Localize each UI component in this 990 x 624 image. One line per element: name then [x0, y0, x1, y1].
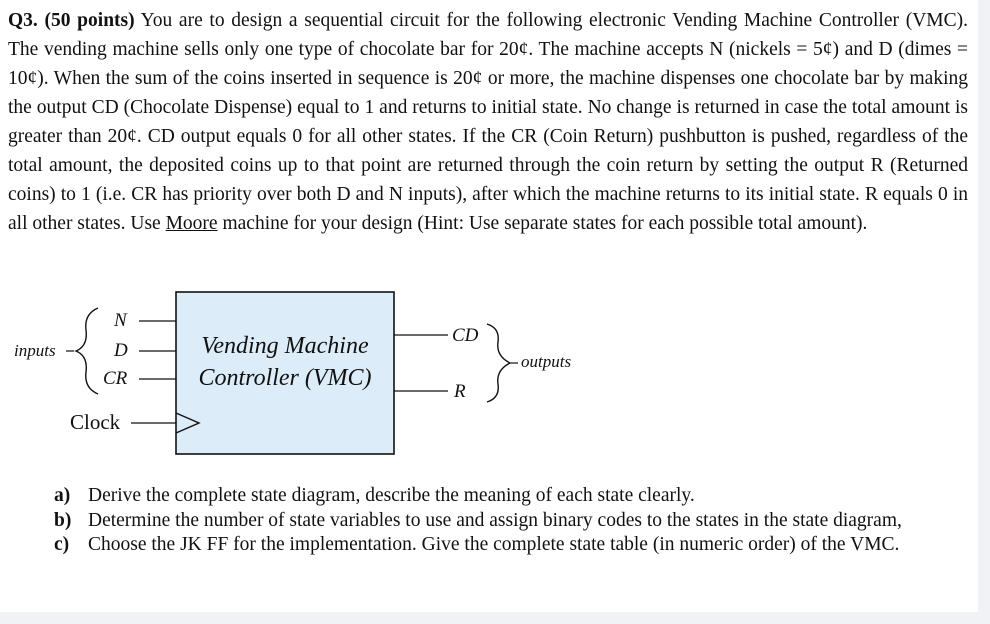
task-label: a) [54, 485, 71, 506]
input-cr-label: CR [103, 368, 128, 389]
inputs-brace [76, 308, 98, 394]
inputs-label: inputs [14, 341, 56, 360]
task-text: Derive the complete state diagram, describe the meaning of each state clearly. [88, 485, 695, 506]
vmc-block-diagram [0, 280, 620, 470]
output-cd-label: CD [452, 325, 479, 346]
task-text: Determine the number of state variables to use and assign binary codes to the states in the state diagram, [88, 509, 902, 531]
question-heading: Q3. (50 points) [8, 10, 135, 31]
task-item [54, 509, 968, 534]
task-label: c) [54, 534, 70, 555]
question-body-underlined: Moore [165, 213, 218, 234]
vmc-block-line-1: Vending Machine [201, 333, 369, 359]
task-item [54, 533, 968, 558]
outputs-brace [487, 324, 510, 402]
task-item [54, 484, 968, 509]
task-label: b) [54, 509, 72, 531]
vmc-block-line-2: Controller (VMC) [198, 365, 372, 391]
question-body-part-1: You are to design a sequential circuit for the following electronic Vending Machine Controller (VMC). The vending machine sells only one type of chocolate bar for 20¢. The machine accepts N (nickels = 5¢) and D (dimes = 10¢). When the sum of the coins inserted in sequence is 20¢ or more, the machine dispenses one chocolate bar by making the output CD (Chocolate Dispense) equal to 1 and returns to initial state. No change is returned in case the total amount is greater than 20¢. CD output equals 0 for all other states. If the CR (Coin Return) pushbutton is pushed, regardless of the total amount, the deposited coins up to that point are returned through the coin return by setting the output R (Returned coins) to 1 (i.e. CR has priority over both D and N inputs), after which the machine returns to its initial state. R equals 0 in all other states. Use [8, 10, 968, 234]
task-text: Choose the JK FF for the implementation. Give the complete state table (in numeric order) of the VMC. [88, 534, 900, 555]
question-text [8, 6, 968, 238]
clock-label: Clock [70, 410, 121, 434]
input-n-label: N [114, 310, 127, 331]
task-list [54, 484, 968, 558]
input-d-label: D [114, 340, 128, 361]
output-r-label: R [454, 381, 466, 402]
outputs-label: outputs [521, 352, 572, 371]
question-body-part-2: machine for your design (Hint: Use separate states for each possible total amount). [217, 213, 868, 234]
